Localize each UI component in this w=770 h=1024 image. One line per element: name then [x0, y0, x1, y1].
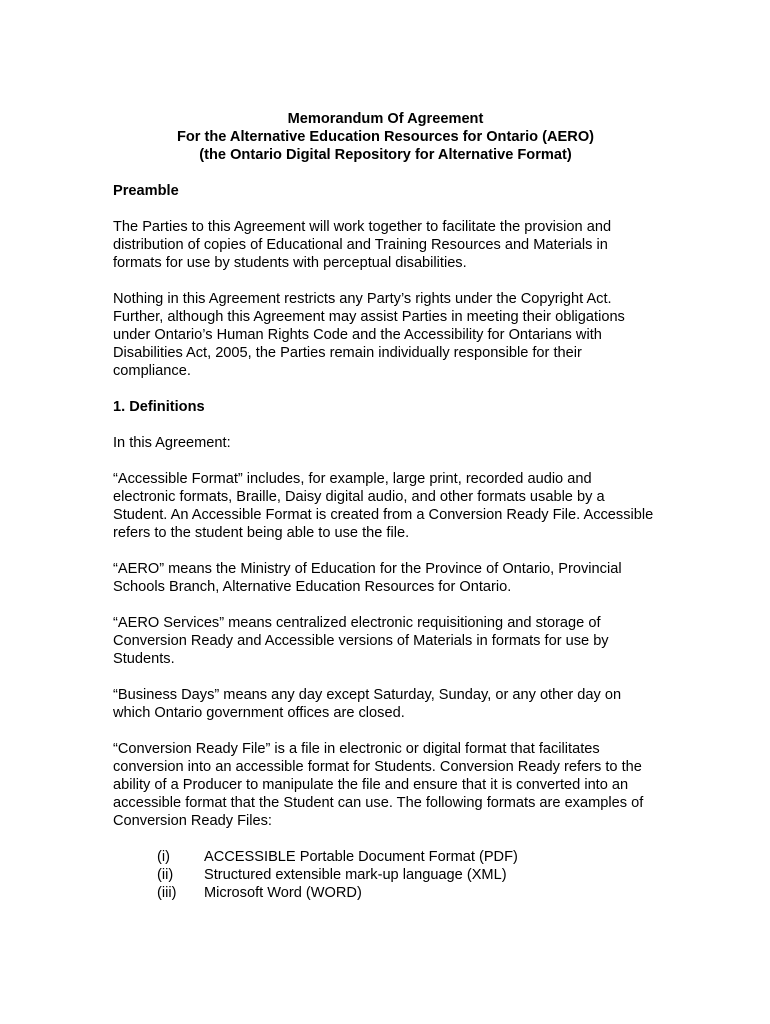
list-item-number: (i)	[157, 849, 170, 865]
document-page	[113, 110, 658, 917]
list-item-number: (iii)	[157, 885, 177, 901]
preamble-paragraph-1: The Parties to this Agreement will work together to facilitate the provision and distribution of copies of Educational and Training Resources and Materials in formats for use by students with perceptual disabilities.	[113, 219, 612, 271]
list-item-text: Microsoft Word (WORD)	[204, 885, 362, 901]
definition-conversion-ready-file: “Conversion Ready File” is a file in electronic or digital format that facilitates conversion into an accessible format for Students. Conversion Ready refers to the ability of a Producer to manipulate the file and ensure that it is converted into an accessible format that the Student can use. The following formats are examples of Conversion Ready Files:	[113, 741, 644, 829]
definition-aero: “AERO” means the Ministry of Education for the Province of Ontario, Provincial Schools Branch, Alternative Education Resources for Ontario.	[113, 561, 622, 595]
definitions-heading: 1. Definitions	[113, 399, 205, 415]
preamble-paragraph-2: Nothing in this Agreement restricts any Party’s rights under the Copyright Act. Further, although this Agreement may assist Parties in meeting their obligations under Ontario’s Human Rights Code and the Accessibility for Ontarians with Disabilities Act, 2005, the Parties remain individually responsible for their compliance.	[113, 291, 625, 379]
list-item	[113, 866, 658, 884]
list-item	[113, 884, 658, 902]
title-line-2: For the Alternative Education Resources for Ontario (AERO)	[176, 129, 595, 145]
title-line-3: (the Ontario Digital Repository for Alternative Format)	[199, 147, 572, 163]
document-title	[113, 110, 658, 164]
preamble-heading: Preamble	[113, 183, 179, 199]
definition-accessible-format: “Accessible Format” includes, for example, large print, recorded audio and electronic formats, Braille, Daisy digital audio, and other formats usable by a Student. An Accessible Format is created from a Conversion Ready File. Accessible refers to the student being able to use the file.	[113, 471, 654, 541]
list-item-text: ACCESSIBLE Portable Document Format (PDF)	[204, 849, 518, 865]
title-line-1: Memorandum Of Agreement	[287, 111, 484, 127]
list-item-number: (ii)	[157, 867, 174, 883]
definition-aero-services: “AERO Services” means centralized electronic requisitioning and storage of Conversion Ready and Accessible versions of Materials in formats for use by Students.	[113, 615, 609, 667]
format-list	[113, 848, 658, 902]
definitions-intro: In this Agreement:	[113, 435, 231, 451]
list-item	[113, 848, 658, 866]
definition-business-days: “Business Days” means any day except Saturday, Sunday, or any other day on which Ontario government offices are closed.	[113, 687, 622, 721]
list-item-text: Structured extensible mark-up language (XML)	[204, 867, 507, 883]
